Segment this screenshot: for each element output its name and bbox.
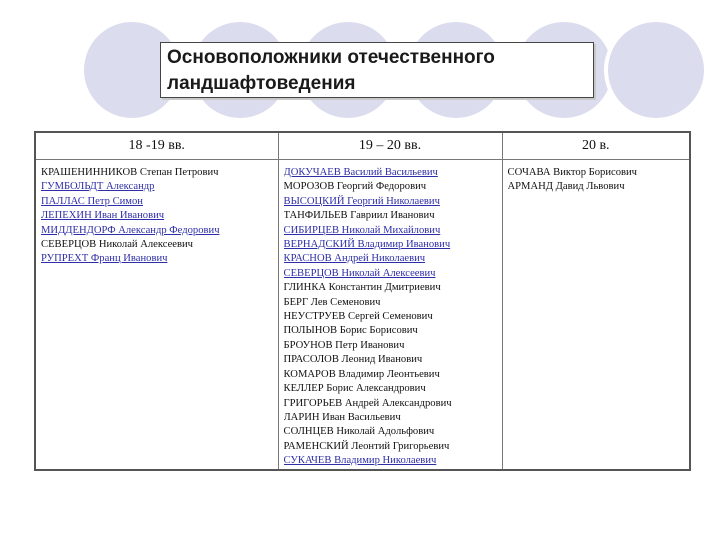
person-name: ПОЛЫНОВ Борис Борисович [283,325,418,337]
decorative-circle [606,20,706,120]
person-link[interactable]: ГУМБОЛЬДТ Александр [41,181,155,193]
person-name: ПРАСОЛОВ Леонид Иванович [283,354,423,366]
person-name: КОМАРОВ Владимир Леонтьевич [283,368,440,380]
person-name: ГРИГОРЬЕВ Андрей Александрович [283,397,452,409]
page-title-line-1: Основоположники отечественного [167,47,495,68]
person-name: КРАШЕНИННИКОВ Степан Петрович [41,167,219,178]
founders-table [34,131,691,471]
column-19-20-centuries [278,160,502,470]
person-link[interactable]: МИДДЕНДОРФ Александр Федорович [41,224,220,236]
person-name: МОРОЗОВ Георгий Федорович [283,181,427,193]
person-link[interactable]: КРАСНОВ Андрей Николаевич [283,253,426,265]
person-link[interactable]: ВЕРНАДСКИЙ Владимир Иванович [283,239,451,251]
person-link[interactable]: ПАЛЛАС Петр Симон [41,195,143,207]
person-name: ЛАРИН Иван Васильевич [283,411,401,423]
person-link[interactable]: РУПРЕХТ Франц Иванович [41,253,168,265]
names-row [35,160,690,470]
person-name: СОЧАВА Виктор Борисович [507,167,638,178]
header-row [35,132,690,160]
header-18-19-centuries: 18 -19 вв. [35,132,278,160]
header-20-century: 20 в. [502,132,690,160]
person-name: СЕВЕРЦОВ Николай Алексеевич [41,239,193,251]
column-20-century [502,160,690,470]
page-title-line-2: ландшафтоведения [167,73,356,94]
person-link[interactable]: ВЫСОЦКИЙ Георгий Николаевич [283,195,440,207]
person-name: РАМЕНСКИЙ Леонтий Григорьевич [283,440,450,452]
person-name: ГЛИНКА Константин Дмитриевич [283,282,441,294]
person-name: КЕЛЛЕР Борис Александрович [283,383,426,395]
person-link[interactable]: ДОКУЧАЕВ Василий Васильевич [283,167,438,178]
person-name: БЕРГ Лев Семенович [283,296,381,308]
header-19-20-centuries: 19 – 20 вв. [278,132,502,160]
person-link[interactable]: СИБИРЦЕВ Николай Михайлович [283,224,441,236]
person-link[interactable]: СЕВЕРЦОВ Николай Алексеевич [283,267,436,279]
title-box [160,42,594,98]
column-18-19-centuries [35,160,278,470]
person-link[interactable]: ЛЕПЕХИН Иван Иванович [41,210,165,222]
person-name: НЕУСТРУЕВ Сергей Семенович [283,311,433,323]
person-link[interactable]: СУКАЧЕВ Владимир Николаевич [283,455,437,467]
person-name: СОЛНЦЕВ Николай Адольфович [283,426,435,438]
person-name: ТАНФИЛЬЕВ Гавриил Иванович [283,210,435,222]
person-name: АРМАНД Давид Львович [507,181,625,193]
person-name: БРОУНОВ Петр Иванович [283,339,405,351]
